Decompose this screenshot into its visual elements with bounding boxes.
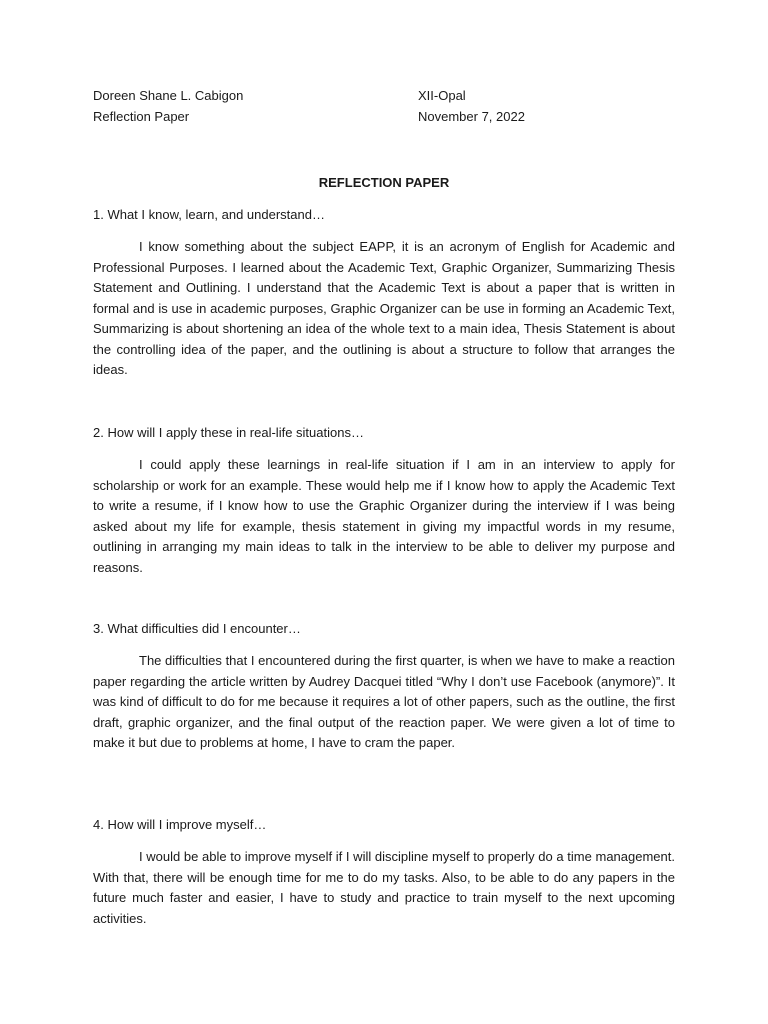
section-3-question: 3. What difficulties did I encounter… xyxy=(93,621,301,636)
section-1-question: 1. What I know, learn, and understand… xyxy=(93,207,325,222)
document-date: November 7, 2022 xyxy=(418,109,525,124)
section-1-paragraph: I know something about the subject EAPP, it is an acronym of English for Academic and Professional Purposes. I learned about the Academic Text, Graphic Organizer, Summarizing Thesis Statement and Outlining. I understand that the Academic Text is about a paper that is written in formal and is use in academic purposes, Graphic Organizer can be use in forming an Academic Text, Summarizing is about shortening an idea of the whole text to a main idea, Thesis Statement is about the controlling idea of the paper, and the outlining is about a structure to follow that arranges the ideas. xyxy=(93,239,675,377)
document-type: Reflection Paper xyxy=(93,109,190,124)
section-3-paragraph: The difficulties that I encountered during the first quarter, is when we have to make a reaction paper regarding the article written by Audrey Dacquei titled “Why I don’t use Facebook (anymore)”. It was kind of difficult to do for me because it requires a lot of other papers, such as the outline, the first draft, graphic organizer, and the final output of the reaction paper. We were given a lot of time to make it but due to problems at home, I have to cram the paper. xyxy=(93,653,675,750)
section-4-paragraph: I would be able to improve myself if I will discipline myself to properly do a time management. With that, there will be enough time for me to do my tasks. Also, to be able to do any papers in the future much faster and easier, I have to study and practice to train myself to the next upcoming activities. xyxy=(93,849,675,926)
page-title: REFLECTION PAPER xyxy=(318,175,450,190)
section-2-question: 2. How will I apply these in real-life situations… xyxy=(93,425,364,440)
section-4-question: 4. How will I improve myself… xyxy=(93,817,267,832)
header-row-1 xyxy=(93,86,693,106)
class-section: XII-Opal xyxy=(418,88,466,103)
author-name: Doreen Shane L. Cabigon xyxy=(93,88,244,103)
section-2-paragraph: I could apply these learnings in real-life situation if I am in an interview to apply for scholarship or work for an example. These would help me if I know how to apply the Academic Text to write a resume, if I know how to use the Graphic Organizer during the interview if I was being asked about my life for example, thesis statement in giving my impactful words in my resume, outlining in arranging my main ideas to talk in the interview to be able to deliver my purpose and reasons. xyxy=(93,457,675,575)
header-row-2 xyxy=(93,107,693,127)
